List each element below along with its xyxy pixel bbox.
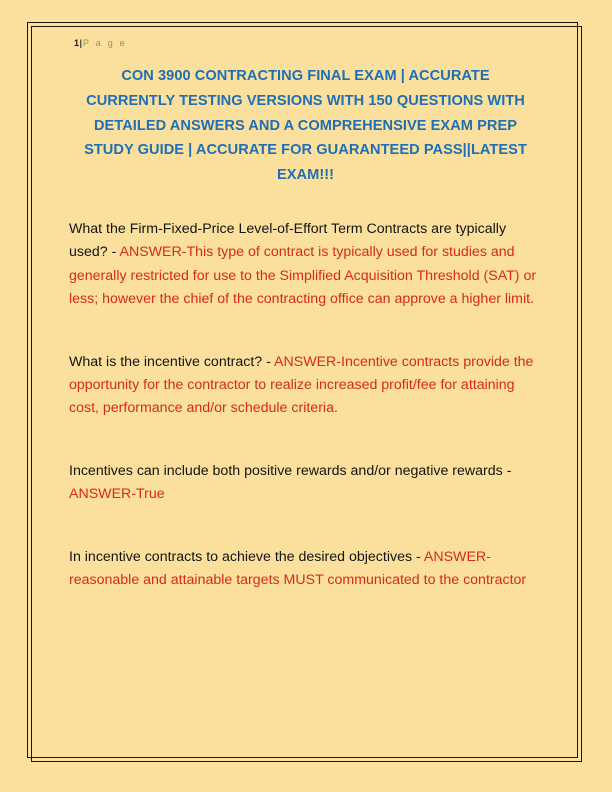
question-text: In incentive contracts to achieve the desired objectives - — [69, 548, 424, 565]
header-page-number: 1 — [74, 38, 80, 48]
page-content — [31, 26, 578, 758]
running-header — [74, 36, 542, 50]
qa-list — [69, 218, 542, 592]
qa-block — [69, 546, 542, 593]
answer-text: ANSWER-reasonable and attainable targets MUST communicated to the contractor — [69, 548, 527, 589]
document-title: CON 3900 CONTRACTING FINAL EXAM | ACCURATE CURRENTLY TESTING VERSIONS WITH 150 QUESTIONS WITH DETAILED ANSWERS AND A COMPREHENSIVE EXAM PREP STUDY GUIDE | ACCURATE FOR GUARANTEED PASS||LATEST EXAM!!! — [84, 68, 527, 184]
qa-block — [69, 351, 542, 421]
header-page-word: P a g e — [83, 38, 127, 48]
question-text: What the Firm-Fixed-Price Level-of-Effort Term Contracts are typically used? - — [69, 220, 507, 261]
question-text: What is the incentive contract? - — [69, 353, 275, 370]
answer-text: ANSWER-This type of contract is typically used for studies and generally restricted for use to the Simplified Acquisition Threshold (SAT) or less; however the chief of the contracting office can approve a higher limit. — [69, 244, 537, 308]
qa-block — [69, 218, 542, 312]
question-text: Incentives can include both positive rewards and/or negative rewards - — [69, 462, 512, 479]
qa-block — [69, 460, 542, 507]
answer-text: ANSWER-Incentive contracts provide the opportunity for the contractor to realize increased profit/fee for attaining cost, performance and/or schedule criteria. — [69, 353, 534, 417]
answer-text: ANSWER-True — [69, 486, 165, 503]
header-separator: | — [79, 38, 84, 48]
